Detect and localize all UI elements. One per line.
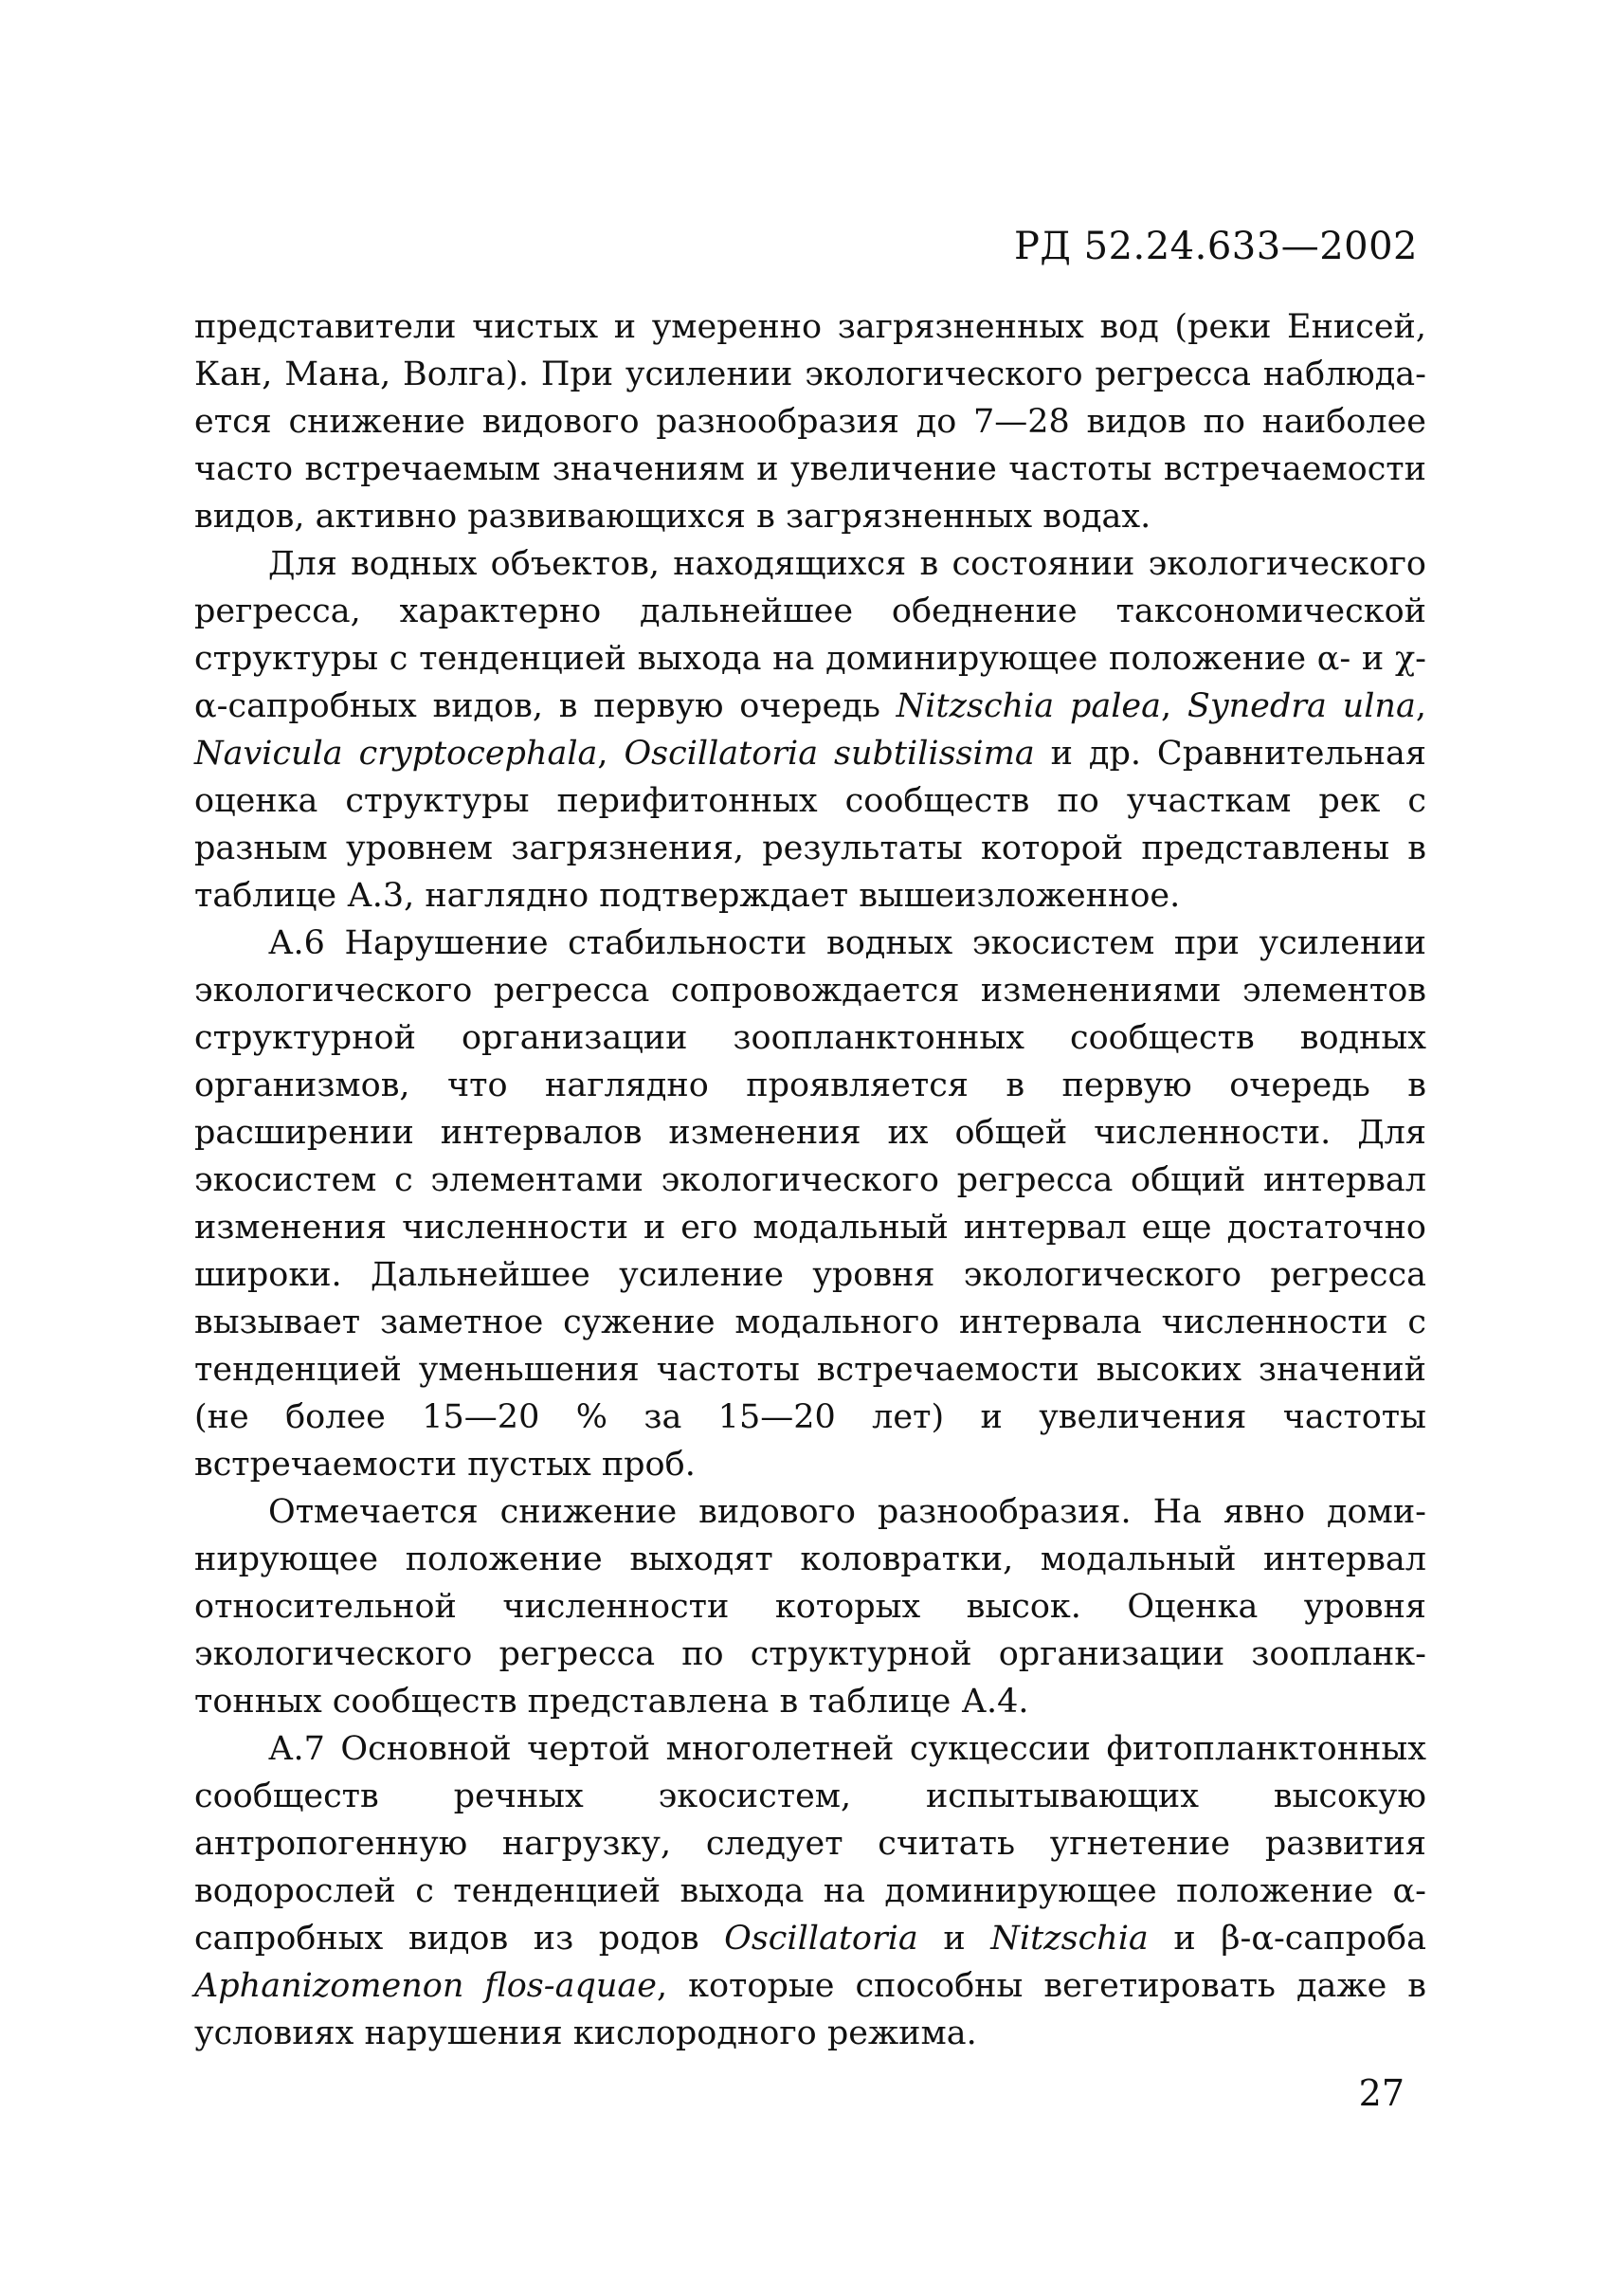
paragraph-5-text-2: и β-α-сапроба bbox=[1148, 1920, 1426, 1958]
document-code: РД 52.24.633—2002 bbox=[1013, 225, 1418, 268]
species-name: Oscillatoria subtilissima bbox=[624, 735, 1035, 773]
paragraph-5-text-1: А.7 Основной чертой многолетней сукцессии фитопланктонных сообществ речных экосистем, испытывающих высокую антропогенную нагрузку, следует считать угнетение развития водорослей с тенденцией выхода на доминирующее положение α-сапробных видов из родов bbox=[194, 1730, 1426, 1958]
paragraph-2-text-2: и др. Сравнительная оценка структуры перифитонных сообществ по участкам рек с разным уровнем загрязнения, результаты которой представлены в таблице А.3, наглядно подтверждает вышеизложенное. bbox=[194, 735, 1426, 915]
species-name: Navicula cryptocephala bbox=[194, 735, 598, 773]
separator: , bbox=[597, 735, 625, 773]
paragraph-5 bbox=[194, 1725, 1426, 2057]
paragraph-2-text-1: Для водных объектов, находящихся в состоянии экологического регресса, характерно дальнейшее обеднение таксономической структуры с тенденцией выхода на доминирующее положение α- и χ-α-сапробных видов, в первую очередь bbox=[194, 545, 1426, 725]
genus-name: Nitzschia bbox=[990, 1920, 1149, 1958]
paragraph-3-text: А.6 Нарушение стабильности водных экосистем при усилении экологического регресса сопровождается изменениями элементов структурной организации зоопланктонных сообществ водных организмов, что наглядно проявляется в первую очередь в расширении интервалов изменения их общей численности. Для экосистем с элементами экологического регресса общий интервал изменения численности и его модальный интервал еще достаточно широки. Дальнейшее усиление уровня экологического регресса вызывает заметное сужение модального интервала численности с тенденцией уменьшения частоты встречаемости высоких значений (не более 15—20 % за 15—20 лет) и увеличения частоты встречаемости пустых проб. bbox=[194, 924, 1426, 1484]
species-name: Nitzschia palea bbox=[896, 687, 1161, 725]
paragraph-4-text: Отмечается снижение видового разнообразия. На явно доминирующее положение выходят коловратки, модальный интервал относительной численности которых высок. Оценка уровня экологического регресса по структурной организации зоопланктонных сообществ представлена в таблице А.4. bbox=[194, 1493, 1426, 1721]
page-number: 27 bbox=[1358, 2072, 1405, 2114]
separator: и bbox=[917, 1920, 991, 1958]
species-name: Synedra ulna bbox=[1187, 687, 1416, 725]
main-text bbox=[194, 303, 1426, 2057]
paragraph-3 bbox=[194, 920, 1426, 1488]
paragraph-2 bbox=[194, 540, 1426, 920]
separator: , bbox=[1160, 687, 1187, 725]
species-name: Aphanizomenon flos-aquae bbox=[194, 1967, 657, 2005]
paragraph-1-text: представители чистых и умеренно загрязненных вод (реки Енисей, Кан, Мана, Волга). При усилении экологического регресса наблюдается снижение видового разнообразия до 7—28 видов по наиболее часто встречаемым значениям и увеличение частоты встречаемости видов, активно развивающихся в загрязненных водах. bbox=[194, 308, 1426, 536]
paragraph-4 bbox=[194, 1488, 1426, 1725]
genus-name: Oscillatoria bbox=[724, 1920, 918, 1958]
paragraph-1 bbox=[194, 303, 1426, 540]
paragraph-5-text-3: , которые способны вегетировать даже в условиях нарушения кислородного режима. bbox=[194, 1967, 1426, 2052]
separator: , bbox=[1415, 687, 1426, 725]
